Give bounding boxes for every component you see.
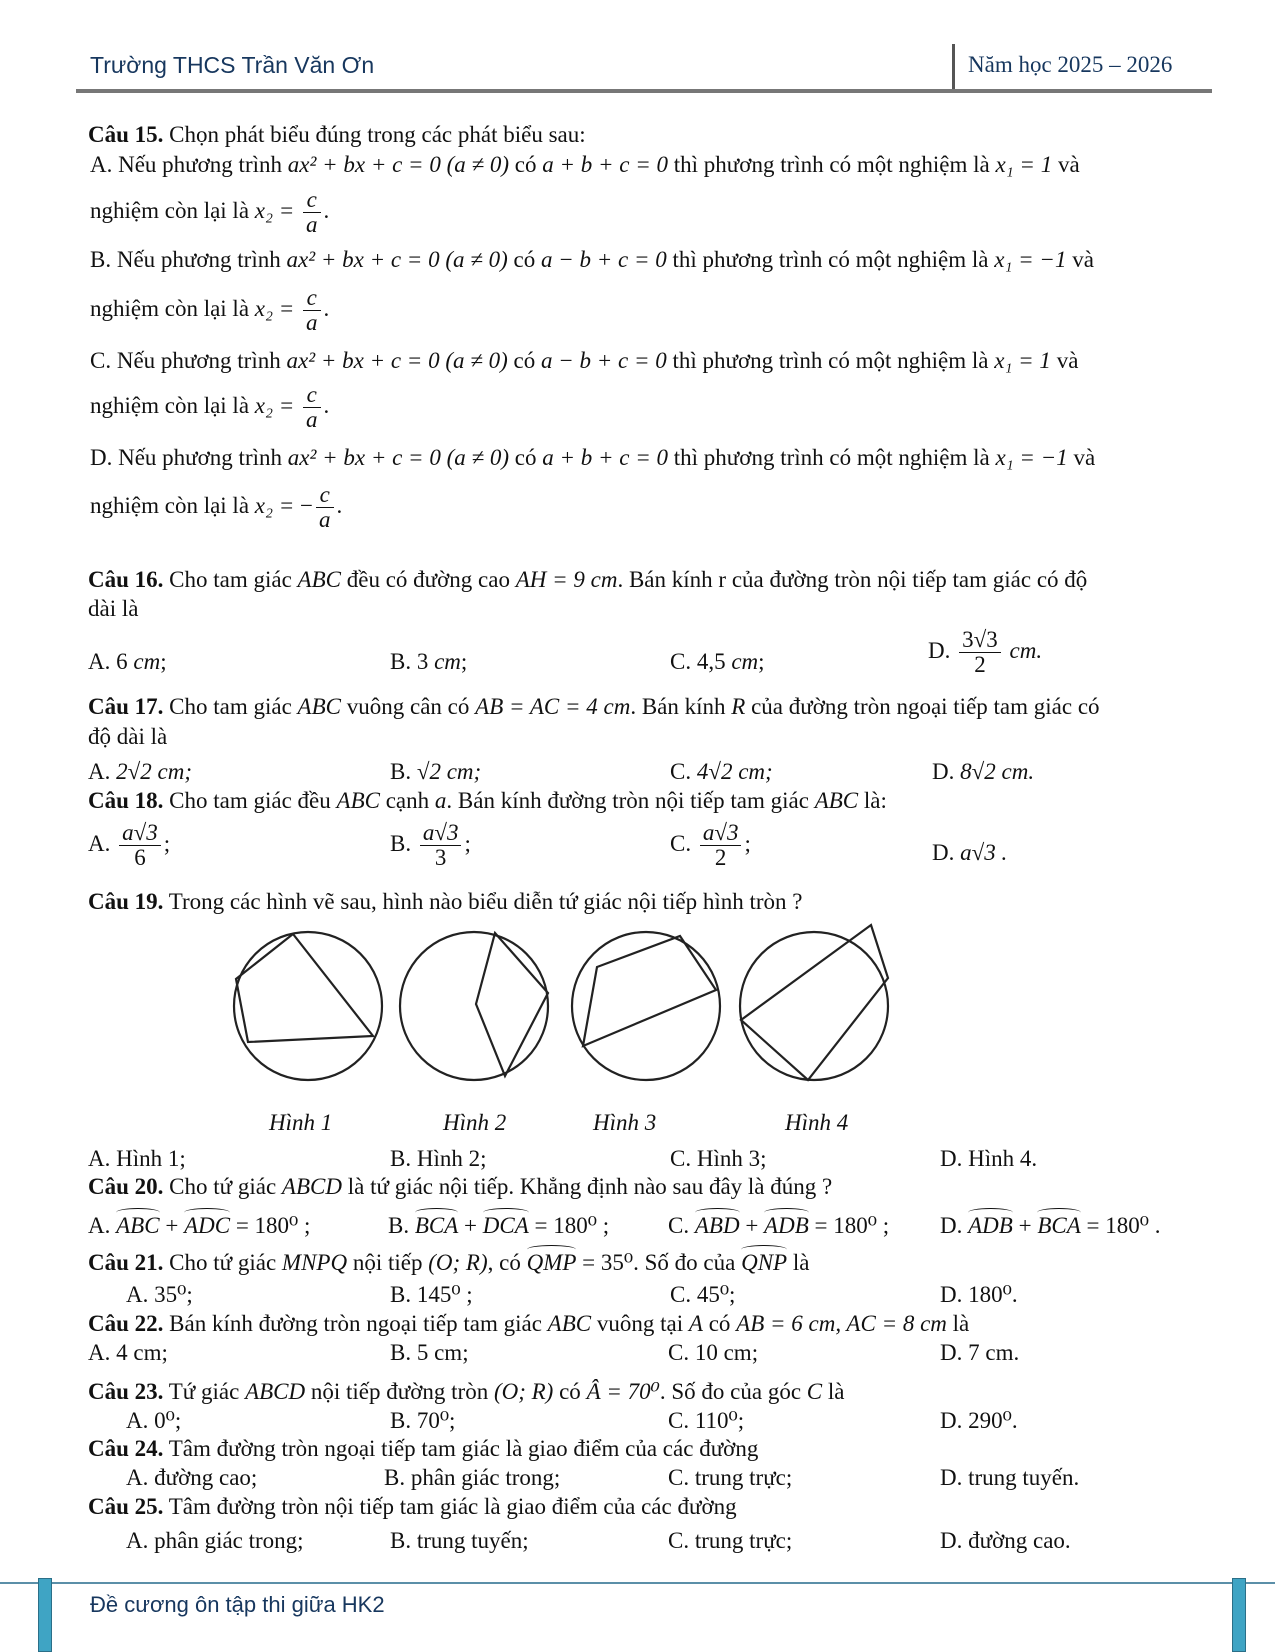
q15-option-d-tail: nghiệm còn lại là x₂ = − $\frac{c}{a}$ .	[90, 482, 343, 533]
fig2-caption: Hình 2	[443, 1110, 507, 1135]
q24-option-c: C. trung trực;	[668, 1465, 793, 1490]
q20-stem: Câu 20. Cho tứ giác ABCD là tứ giác nội tiếp. Khẳng định nào sau đây là đúng ?	[88, 1174, 833, 1199]
q17-option-a: A. 2√2 cm;	[88, 759, 192, 784]
q16-option-c: C. 4,5 cm;	[670, 649, 765, 674]
q17-stem: Câu 17. Cho tam giác ABC vuông cân có AB = AC = 4 cm. Bán kính R của đường tròn ngoại tiếp tam giác có	[88, 694, 1100, 719]
q21-option-c: C. 45⁰;	[670, 1282, 736, 1307]
q24-option-b: B. phân giác trong;	[384, 1465, 561, 1490]
q25-stem: Câu 25. Tâm đường tròn nội tiếp tam giác là giao điểm của các đường	[88, 1494, 737, 1519]
q16-stem-cont: dài là	[88, 596, 139, 621]
q17-option-d: D. 8√2 cm.	[932, 759, 1035, 784]
q15-option-a-tail: nghiệm còn lại là x₂ = $\frac{c}{a}$ .	[90, 187, 330, 238]
fig1-quad	[236, 934, 373, 1042]
fig3-caption: Hình 3	[593, 1110, 657, 1135]
q21-option-b: B. 145⁰ ;	[390, 1282, 473, 1307]
q23-option-a: A. 0⁰;	[126, 1408, 182, 1433]
header-year: Năm học 2025 – 2026	[968, 52, 1173, 77]
q24-option-d: D. trung tuyến.	[940, 1465, 1080, 1490]
q22-option-a: A. 4 cm;	[88, 1340, 168, 1365]
q22-option-b: B. 5 cm;	[390, 1340, 469, 1365]
q18-option-a: A. $\frac{a√3}{6}$ ;	[88, 820, 171, 871]
q23-stem: Câu 23. Tứ giác ABCD nội tiếp đường tròn (O; R) có Â = 70⁰. Số đo của góc C là	[88, 1379, 845, 1404]
q16-stem: Câu 16. Cho tam giác ABC đều có đường cao AH = 9 cm. Bán kính r của đường tròn nội tiếp tam giác có độ	[88, 567, 1088, 592]
q17-option-b: B. √2 cm;	[390, 759, 482, 784]
q22-stem: Câu 22. Bán kính đường tròn ngoại tiếp tam giác ABC vuông tại A có AB = 6 cm, AC = 8 cm là	[88, 1311, 970, 1336]
q22-option-c: C. 10 cm;	[668, 1340, 759, 1365]
fig3-circle	[572, 932, 720, 1080]
q15-option-b: B. Nếu phương trình ax² + bx + c = 0 (a ≠ 0) có a − b + c = 0 thì phương trình có một nghiệm là x₁ = −1 và	[90, 247, 1094, 272]
footer-bar-right	[1232, 1578, 1246, 1652]
q19-stem: Câu 19. Trong các hình vẽ sau, hình nào biểu diễn tứ giác nội tiếp hình tròn ?	[88, 889, 803, 914]
q21-stem: Câu 21. Cho tứ giác MNPQ nội tiếp (O; R), có QMP = 35⁰. Số đo của QNP là	[88, 1250, 810, 1275]
fig2-quad	[476, 933, 548, 1076]
q23-option-b: B. 70⁰;	[390, 1408, 456, 1433]
q23-option-d: D. 290⁰.	[940, 1408, 1018, 1433]
q19-option-a: A. Hình 1;	[88, 1146, 186, 1171]
q24-stem: Câu 24. Tâm đường tròn ngoại tiếp tam giác là giao điểm của các đường	[88, 1436, 759, 1461]
fig4-caption: Hình 4	[785, 1110, 849, 1135]
q17-stem-cont: độ dài là	[88, 724, 168, 749]
q20-option-d: D. ADB + BCA = 180⁰ .	[940, 1213, 1161, 1238]
fig4-quad	[741, 925, 888, 1080]
q15-option-a: A. Nếu phương trình ax² + bx + c = 0 (a ≠ 0) có a + b + c = 0 thì phương trình có một nghiệm là x₁ = 1 và	[90, 152, 1080, 177]
q15-stem: Câu 15. Chọn phát biểu đúng trong các phát biểu sau:	[88, 122, 586, 147]
q18-stem: Câu 18. Cho tam giác đều ABC cạnh a. Bán kính đường tròn nội tiếp tam giác ABC là:	[88, 788, 887, 813]
q19-option-b: B. Hình 2;	[390, 1146, 487, 1171]
q22-option-d: D. 7 cm.	[940, 1340, 1020, 1365]
q25-option-a: A. phân giác trong;	[126, 1528, 304, 1553]
q24-option-a: A. đường cao;	[126, 1465, 258, 1490]
q15-option-b-tail: nghiệm còn lại là x₂ = $\frac{c}{a}$ .	[90, 285, 330, 336]
q18-option-b: B. $\frac{a√3}{3}$ ;	[390, 820, 471, 871]
q21-option-a: A. 35⁰;	[126, 1282, 193, 1307]
header-school: Trường THCS Trần Văn Ơn	[90, 52, 375, 78]
q15-option-d: D. Nếu phương trình ax² + bx + c = 0 (a ≠ 0) có a + b + c = 0 thì phương trình có một nghiệm là x₁ = −1 và	[90, 445, 1096, 470]
q16-option-a: A. 6 cm;	[88, 649, 167, 674]
q23-option-c: C. 110⁰;	[668, 1408, 745, 1433]
q18-option-c: C. $\frac{a√3}{2}$ ;	[670, 820, 751, 871]
q16-option-d: D. $\frac{3√3}{2}$ cm.	[928, 627, 1043, 678]
q19-option-c: C. Hình 3;	[670, 1146, 767, 1171]
q15-option-c-tail: nghiệm còn lại là x₂ = $\frac{c}{a}$ .	[90, 382, 330, 433]
footer-title: Đề cương ôn tập thi giữa HK2	[90, 1592, 385, 1617]
q25-option-c: C. trung trực;	[668, 1528, 793, 1553]
q20-option-a: A. ABC + ADC = 180⁰ ;	[88, 1213, 311, 1238]
q25-option-b: B. trung tuyến;	[390, 1528, 529, 1553]
q25-option-d: D. đường cao.	[940, 1528, 1071, 1553]
q17-option-c: C. 4√2 cm;	[670, 759, 773, 784]
q16-option-b: B. 3 cm;	[390, 649, 468, 674]
q21-option-d: D. 180⁰.	[940, 1282, 1018, 1307]
fig2-circle	[400, 932, 548, 1080]
q20-option-b: B. BCA + DCA = 180⁰ ;	[388, 1213, 610, 1238]
footer-bar-left	[38, 1578, 52, 1652]
q20-option-c: C. ABD + ADB = 180⁰ ;	[668, 1213, 890, 1238]
q19-option-d: D. Hình 4.	[940, 1146, 1038, 1171]
fig1-caption: Hình 1	[269, 1110, 333, 1135]
footer-rule	[0, 1582, 1275, 1584]
q18-option-d: D. a√3 .	[932, 840, 1008, 865]
q15-option-c: C. Nếu phương trình ax² + bx + c = 0 (a ≠ 0) có a − b + c = 0 thì phương trình có một nghiệm là x₁ = 1 và	[90, 348, 1079, 373]
